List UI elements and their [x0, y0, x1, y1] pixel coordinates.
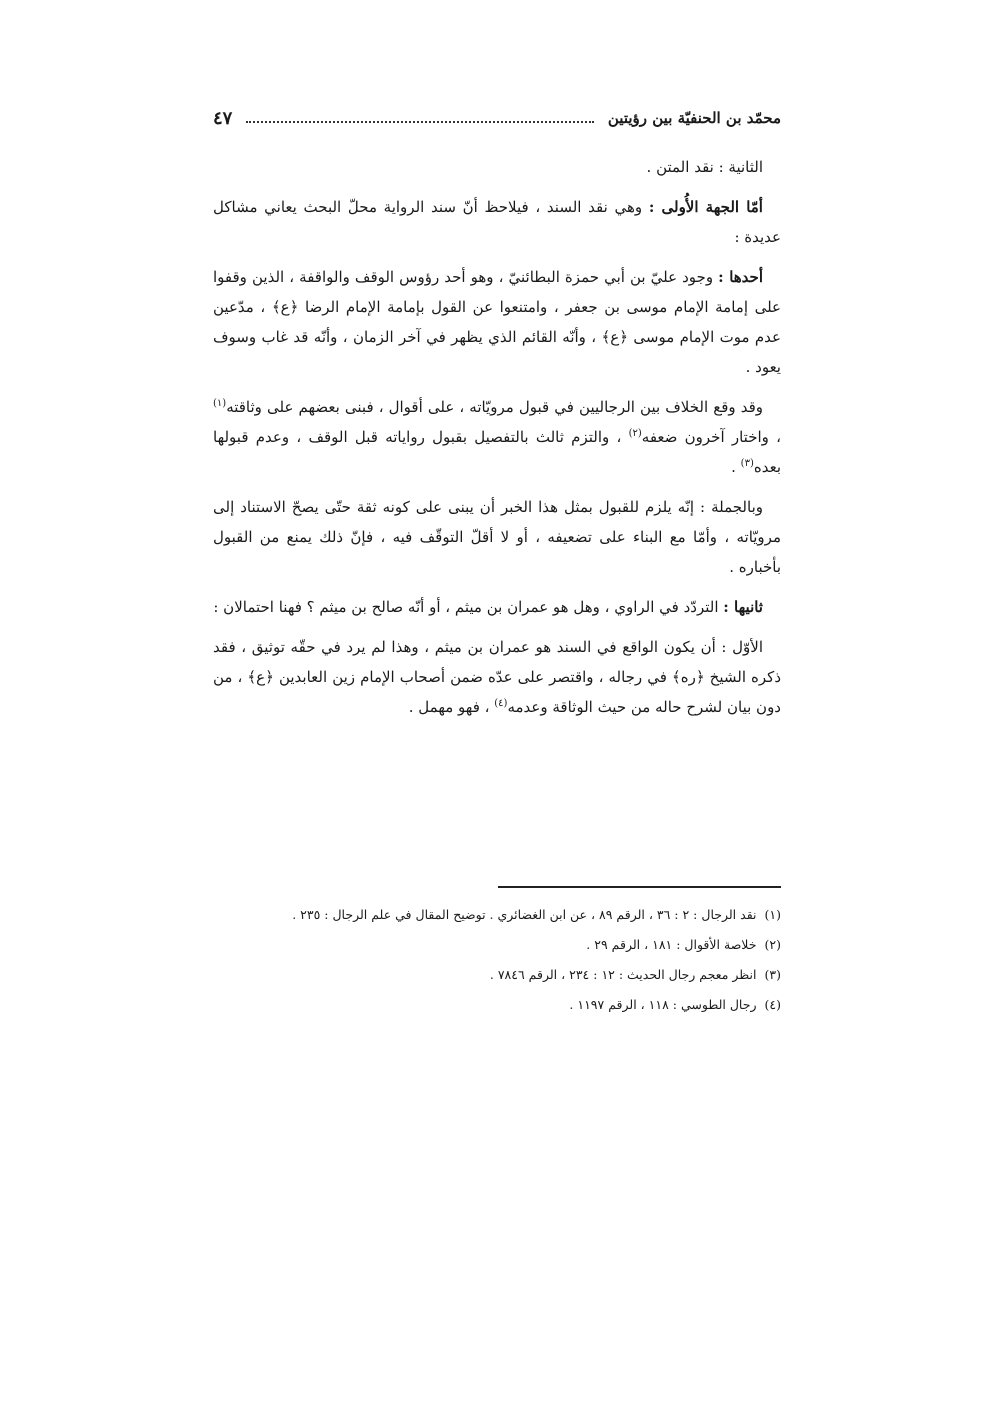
- running-title: محمّد بن الحنفيّة بين رؤيتين: [607, 109, 781, 127]
- paragraph-5: وبالجملة : إنّه يلزم للقبول بمثل هذا الخبر أن يبنى على كونه ثقة حتّى يصحّ الاستناد إلى مرويّاته ، وأمّا مع البناء على تضعيفه ، أو لا أقلّ التوقّف فيه ، فإنّ ذلك يمنع من القبول بأخباره .: [213, 498, 781, 576]
- footnote-4: [213, 990, 781, 1020]
- running-header: [213, 101, 781, 135]
- paragraph-7-part-a: الأوّل : أن يكون الواقع في السند هو عمران بن ميثم ، وهذا لم يرد في حقّه توثيق ، فقد ذكره الشيخ ﴿ره﴾ في رجاله ، واقتصر على عدّه ضمن أصحاب الإمام زين العابدين ﴿ع﴾ ، من دون بيان لشرح حاله من حيث الوثاقة وعدمه: [213, 638, 781, 716]
- paragraph-2-text: وهي نقد السند ، فيلاحظ أنّ سند الرواية محلّ البحث يعاني مشاكل عديدة :: [213, 198, 781, 246]
- footnote-ref-1[interactable]: (١): [213, 398, 227, 409]
- footnote-3: [213, 960, 781, 990]
- paragraph-6: [213, 592, 781, 622]
- footnote-number: (٤): [764, 997, 781, 1012]
- footnote-number: (٣): [764, 967, 781, 982]
- page-number: ٤٧: [213, 107, 233, 129]
- paragraph-4: [213, 392, 781, 482]
- paragraph-4-part-c: ، والتزم ثالث بالتفصيل بقبول رواياته قبل الوقف ، وعدم قبولها بعده: [213, 428, 781, 476]
- paragraph-7-part-b: ، فهو مهمل .: [408, 698, 495, 716]
- paragraph-4-part-b: ، واختار آخرون ضعفه: [641, 428, 781, 446]
- footnote-2: [213, 930, 781, 960]
- paragraph-6-lead: ثانيها :: [723, 598, 763, 616]
- footnote-number: (٢): [764, 937, 781, 952]
- footnote-ref-3[interactable]: (٣): [740, 458, 754, 469]
- footnote-1: [213, 900, 781, 930]
- footnote-ref-4[interactable]: (٤): [494, 698, 508, 709]
- paragraph-4-part-a: وقد وقع الخلاف بين الرجاليين في قبول مرويّاته ، على أقوال ، فبنى بعضهم على وثاقته: [226, 398, 763, 416]
- dot-leader: [246, 121, 594, 123]
- footnote-number: (١): [764, 907, 781, 922]
- paragraph-3-text: وجود عليّ بن أبي حمزة البطائنيّ ، وهو أحد رؤوس الوقف والواقفة ، الذين وقفوا على إمامة الإمام موسى بن جعفر ، وامتنعوا عن القول بإمامة الإمام الرضا ﴿ع﴾ ، مدّعين عدم موت الإمام موسى ﴿ع﴾ ، وأنّه القائم الذي يظهر في آخر الزمان ، وأنّه قد غاب وسوف يعود .: [213, 268, 781, 376]
- paragraph-2: [213, 192, 781, 252]
- footnote-text: خلاصة الأقوال : ١٨١ ، الرقم ٢٩ .: [586, 937, 757, 952]
- footnote-text: رجال الطوسي : ١١٨ ، الرقم ١١٩٧ .: [569, 997, 757, 1012]
- paragraph-4-part-d: .: [731, 458, 741, 476]
- paragraph-6-text: التردّد في الراوي ، وهل هو عمران بن ميثم ، أو أنّه صالح بن ميثم ؟ فهنا احتمالان :: [213, 598, 724, 616]
- footnotes: [213, 900, 781, 1020]
- paragraph-2-lead: أمّا الجهة الأُولى :: [648, 198, 763, 216]
- footnote-ref-2[interactable]: (٢): [628, 428, 642, 439]
- footnote-text: نقد الرجال : ٢ : ٣٦ ، الرقم ٨٩ ، عن ابن الغضائري . توضيح المقال في علم الرجال : ٢٣٥ .: [292, 907, 757, 922]
- footnote-separator: [498, 886, 781, 888]
- paragraph-3-lead: أحدها :: [718, 268, 763, 286]
- paragraph-1: الثانية : نقد المتن .: [646, 158, 763, 176]
- main-text: [213, 152, 781, 732]
- paragraph-3: [213, 262, 781, 382]
- footnote-text: انظر معجم رجال الحديث : ١٢ : ٢٣٤ ، الرقم ٧٨٤٦ .: [489, 967, 757, 982]
- paragraph-7: [213, 632, 781, 722]
